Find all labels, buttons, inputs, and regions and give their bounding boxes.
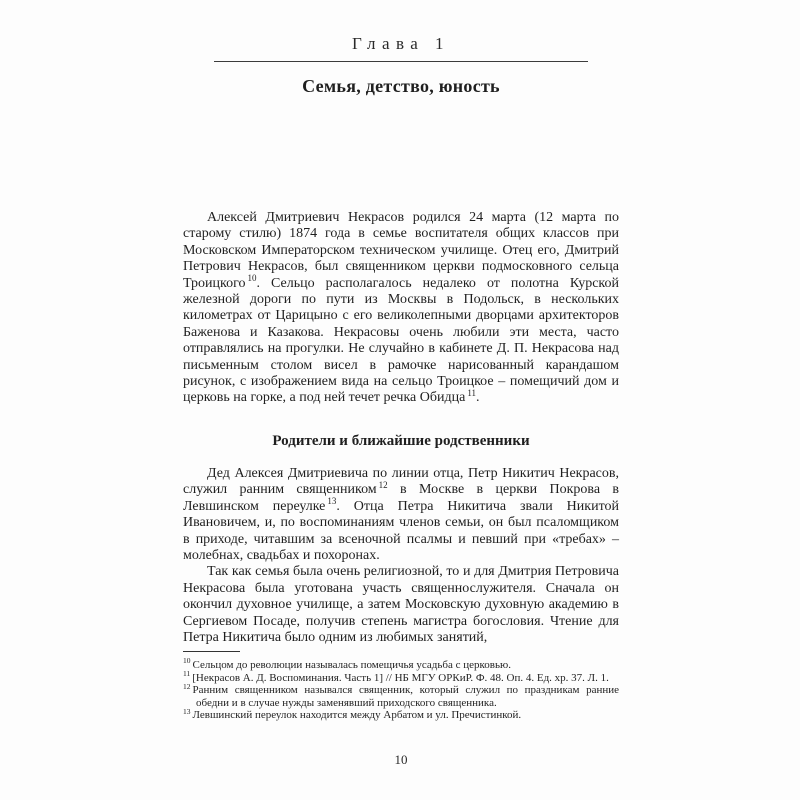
footnote: $^{10}$ Сельцом до революции называлась помещичья усадьба с церковью.	[183, 656, 511, 671]
footnote-marker: 10	[183, 656, 191, 666]
footnotes-block	[183, 651, 619, 722]
paragraph: Алексей Дмитриевич Некрасов родился 24 марта (12 марта по старому стилю) 1874 года в семье воспитателя общих классов при Московском Императорском техническом училище. Отец его, Дмитрий Петрович Некрасов, был священником церкви подмосковного сельца Троицкого $^{10}$. Сельцо располагалось недалеко от полотна Курской железной дороги по пути из Москвы в Подольск, в нескольких километрах от Царицыно с его великолепными дворцами архитекторов Баженова и Казакова. Некрасовы очень любили эти места, часто отправлялись на прогулки. Не случайно в кабинете Д. П. Некрасова над письменным столом висел в рамочке нарисованный карандашом рисунок, с изображением вида на сельцо Троицкое – помещичий дом и церковь на горке, а под ней течет речка Обидца $^{11}$.	[183, 210, 619, 406]
footnote: $^{11}$ [Некрасов А. Д. Воспоминания. Часть 1] // НБ МГУ ОРКиР. Ф. 48. Оп. 4. Ед. хр. 37. Л. 1.	[183, 668, 609, 684]
footnote-ref: 13	[327, 496, 337, 507]
page-number: 10	[394, 752, 408, 767]
paragraph: Так как семья была очень религиозной, то и для Дмитрия Петровича Некрасова была уготована участь священнослужителя. Сначала он окончил духовное училище, а затем Московскую духовную академию в Сергиевом Посаде, получив степень магистра богословия. Чтение для Петра Никитича было одним из любимых занятий,	[183, 564, 619, 645]
section-title: Родители и ближайшие родственники	[272, 432, 530, 449]
footnote-marker: 11	[183, 668, 191, 678]
text-column	[183, 210, 619, 646]
intro-paragraphs	[183, 210, 619, 407]
footnote-marker: 12	[183, 681, 191, 691]
footnote-marker: 13	[183, 706, 191, 716]
chapter-header	[183, 34, 619, 97]
footnote-ref: 10	[247, 272, 257, 283]
paragraph: Дед Алексея Дмитриевича по линии отца, Петр Никитич Некрасов, служил ранним священником $^{12}$ в Москве в церкви Покрова в Левшинском переулке $^{13}$. Отца Петра Никитича звали Никитой Ивановичем, и, по воспоминаниям членов семьи, он был псаломщиком в приходе, читавшим за всеночной псалмы и певший при «требах» – молебнах, свадьбах и похоронах.	[183, 465, 620, 563]
footnote-ref: 12	[378, 479, 388, 490]
chapter-rule	[214, 61, 588, 62]
chapter-label: Глава 1	[352, 34, 450, 53]
footnotes-list	[183, 656, 619, 722]
footnote-ref: 11	[467, 387, 476, 398]
chapter-title: Семья, детство, юность	[302, 76, 500, 96]
footnote-separator	[183, 651, 240, 652]
footnote: $^{13}$ Левшинский переулок находится между Арбатом и ул. Пречистинкой.	[183, 706, 522, 722]
footnote: $^{12}$ Ранним священником назывался священник, который служил по праздникам ранние обедни и в случае нужды заменявший приходского священника.	[183, 681, 619, 709]
section-paragraphs	[183, 466, 619, 646]
